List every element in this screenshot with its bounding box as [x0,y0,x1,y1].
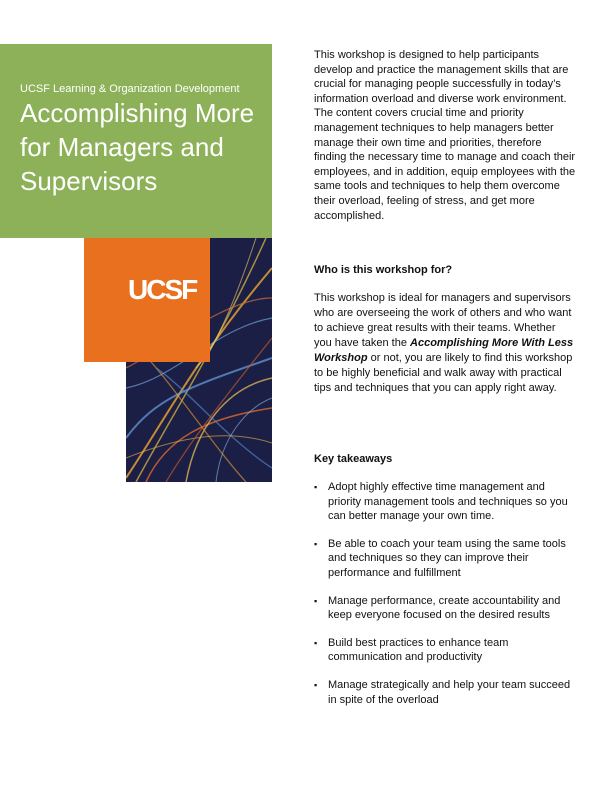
audience-text-end: or not, you are likely to find this workshop to be highly beneficial and walk away with practical tips and techniques that you can apply right away. [314,352,573,394]
takeaway-text: Adopt highly effective time management and priority management tools and techniques so you can better manage your own time. [328,481,568,523]
list-item [314,594,576,623]
takeaway-text: Build best practices to enhance team communication and productivity [328,636,509,664]
list-item [314,636,576,665]
takeaway-text: Manage performance, create accountability and keep everyone focused on the desired results [328,594,561,622]
audience-heading: Who is this workshop for? [314,264,453,276]
list-item [314,480,576,524]
page-title: Accomplishing More for Managers and Supervisors [20,98,255,196]
logo-panel [84,238,210,362]
takeaways-list [314,480,576,720]
bullet-icon: ▪ [314,637,318,648]
intro-paragraph: This workshop is designed to help participants develop and practice the management skills that are crucial for managing people successfully in today’s information overload and diverse work environment. The content covers crucial time and priority management techniques to help managers better manage their own time and priorities, therefore finding the necessary time to manage and coach their employees, and in addition, equip employees with the same tools and techniques to help them overcome their overload, feeling of stress, and get more accomplished. [314,49,576,222]
ucsf-logo: UCSF [128,274,197,305]
audience-text-start: This workshop is ideal for managers and supervisors who are overseeing the work of others and who want to achieve great results with their teams. Whether you have taken the [314,292,572,349]
org-name: UCSF Learning & Organization Development [20,83,240,95]
bullet-icon: ▪ [314,482,318,492]
bullet-icon: ▪ [314,595,318,606]
list-item [314,537,576,581]
takeaways-heading: Key takeaways [314,453,393,465]
audience-paragraph [314,291,576,396]
takeaway-text: Be able to coach your team using the same tools and techniques so they can improve their performance and fulfillment [328,537,566,579]
workshop-title-emphasis: Accomplishing More With Less Workshop [314,337,574,364]
list-item [314,678,576,707]
bullet-icon: ▪ [314,679,318,690]
takeaway-text: Manage strategically and help your team succeed in spite of the overload [328,678,571,706]
bullet-icon: ▪ [314,538,318,549]
intro-section [314,48,576,223]
